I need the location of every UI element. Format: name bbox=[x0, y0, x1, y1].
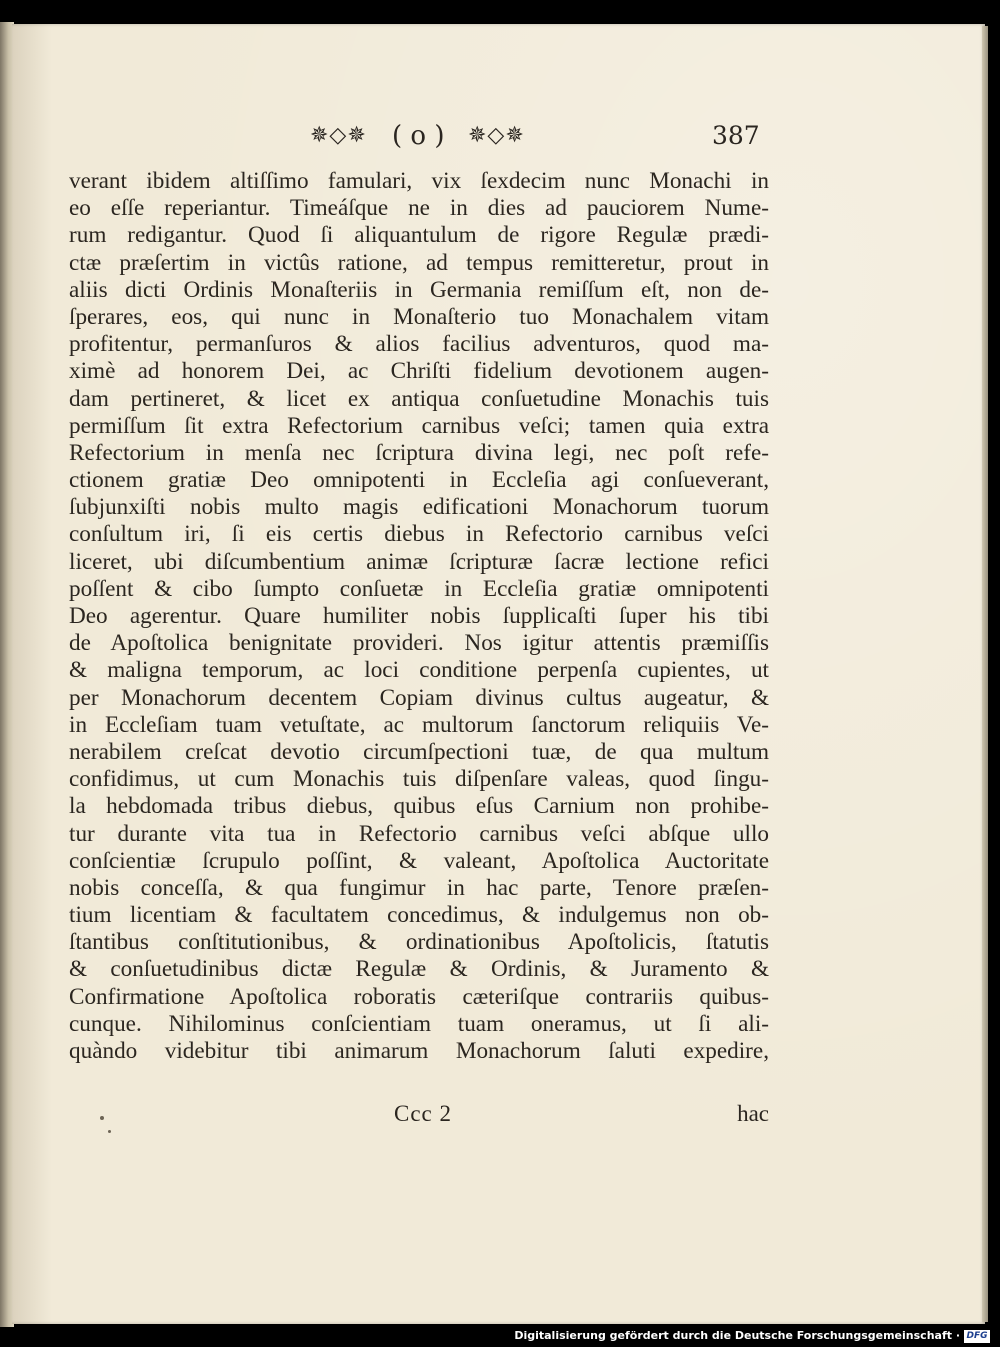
running-head bbox=[12, 121, 985, 161]
paper-speck bbox=[100, 1116, 104, 1120]
credit-bar bbox=[0, 1327, 1000, 1347]
text-line: ſtantibus conſtitutionibus, & ordinationibus Apoſtolicis, ſtatutis bbox=[69, 929, 769, 956]
text-line: cunque. Nihilominus conſcientiam tuam oneramus, ut ſi ali- bbox=[69, 1010, 769, 1037]
page-number: 387 bbox=[712, 121, 760, 150]
paper-speck bbox=[108, 1130, 111, 1133]
text-line: ctæ præſertim in victûs ratione, ad tempus remitteretur, prout in bbox=[69, 249, 769, 276]
body-text bbox=[69, 168, 769, 1065]
text-line: liceret, ubi diſcumbentium animæ ſcripturæ ſacræ lectione refici bbox=[69, 548, 769, 575]
text-line: confidimus, ut cum Monachis tuis diſpenſare valeas, quod ſingu- bbox=[69, 766, 769, 793]
page-footer-line bbox=[69, 1101, 769, 1131]
funding-credit-text: Digitalisierung gefördert durch die Deutsche Forschungsgemeinschaft · bbox=[514, 1329, 960, 1342]
text-line: dam pertineret, & licet ex antiqua conſuetudine Monachis tuis bbox=[69, 385, 769, 412]
text-line: & conſuetudinibus dictæ Regulæ & Ordinis, & Juramento & bbox=[69, 956, 769, 983]
book-page bbox=[12, 24, 985, 1324]
catchword: hac bbox=[737, 1101, 769, 1126]
text-line: eo eſſe reperiantur. Timeáſque ne in dies ad pauciorem Nume- bbox=[69, 195, 769, 222]
running-head-title: ( o ) bbox=[392, 121, 445, 151]
text-line: in Eccleſiam tuam vetuſtate, ac multorum ſanctorum reliquiis Ve- bbox=[69, 711, 769, 738]
text-line: ctionem gratiæ Deo omnipotenti in Eccleſia agi conſueverant, bbox=[69, 467, 769, 494]
right-ornament: ✵◇✵ bbox=[468, 123, 525, 148]
text-line: la hebdomada tribus diebus, quibus eſus Carnium non prohibe- bbox=[69, 793, 769, 820]
text-line: Refectorium in menſa nec ſcriptura divina legi, nec poſt refe- bbox=[69, 439, 769, 466]
text-line: verant ibidem altiſſimo famulari, vix ſexdecim nunc Monachi in bbox=[69, 168, 769, 194]
text-line: conſultum iri, ſi eis certis diebus in Refectorio carnibus veſci bbox=[69, 521, 769, 548]
text-line: aliis dicti Ordinis Monaſteriis in Germania remiſſum eſt, non de- bbox=[69, 276, 769, 303]
text-line: per Monachorum decentem Copiam divinus cultus augeatur, & bbox=[69, 684, 769, 711]
text-line: profitentur, permanſuros & alios facilius adventuros, quod ma- bbox=[69, 331, 769, 358]
dfg-logo-icon: DFG bbox=[964, 1330, 990, 1343]
text-line: nobis conceſſa, & qua fungimur in hac parte, Tenore præſen- bbox=[69, 874, 769, 901]
text-line: permiſſum ſit extra Refectorium carnibus veſci; tamen quia extra bbox=[69, 412, 769, 439]
text-line: Deo agerentur. Quare humiliter nobis ſupplicaſti ſuper his tibi bbox=[69, 603, 769, 629]
text-line: ſubjunxiſti nobis multo magis edificationi Monachorum tuorum bbox=[69, 494, 769, 521]
signature-mark: Ccc 2 bbox=[394, 1101, 453, 1126]
text-line: quàndo videbitur tibi animarum Monachorum ſaluti expedire, bbox=[69, 1038, 769, 1064]
text-line: & maligna temporum, ac loci conditione perpenſa cupientes, ut bbox=[69, 657, 769, 684]
left-ornament: ✵◇✵ bbox=[310, 123, 367, 148]
text-line: ximè ad honorem Dei, ac Chriſti fidelium devotionem augen- bbox=[69, 358, 769, 385]
text-line: rum redigantur. Quod ſi aliquantulum de rigore Regulæ prædi- bbox=[69, 222, 769, 249]
text-line: de Apoſtolica benignitate provideri. Nos igitur attentis præmiſſis bbox=[69, 630, 769, 657]
page-fore-edge bbox=[982, 26, 988, 1322]
text-line: ſperares, eos, qui nunc in Monaſterio tuo Monachalem vitam bbox=[69, 303, 769, 330]
text-line: Confirmatione Apoſtolica roboratis cæteriſque contrariis quibus- bbox=[69, 983, 769, 1010]
text-line: conſcientiæ ſcrupulo poſſint, & valeant, Apoſtolica Auctoritate bbox=[69, 847, 769, 874]
text-line: nerabilem creſcat devotio circumſpectioni tuæ, de qua multum bbox=[69, 738, 769, 765]
text-line: tium licentiam & facultatem concedimus, & indulgemus non ob- bbox=[69, 902, 769, 929]
text-line: tur durante vita tua in Refectorio carnibus veſci abſque ullo bbox=[69, 820, 769, 847]
text-line: poſſent & cibo ſumpto conſuetæ in Eccleſia gratiæ omnipotenti bbox=[69, 575, 769, 602]
